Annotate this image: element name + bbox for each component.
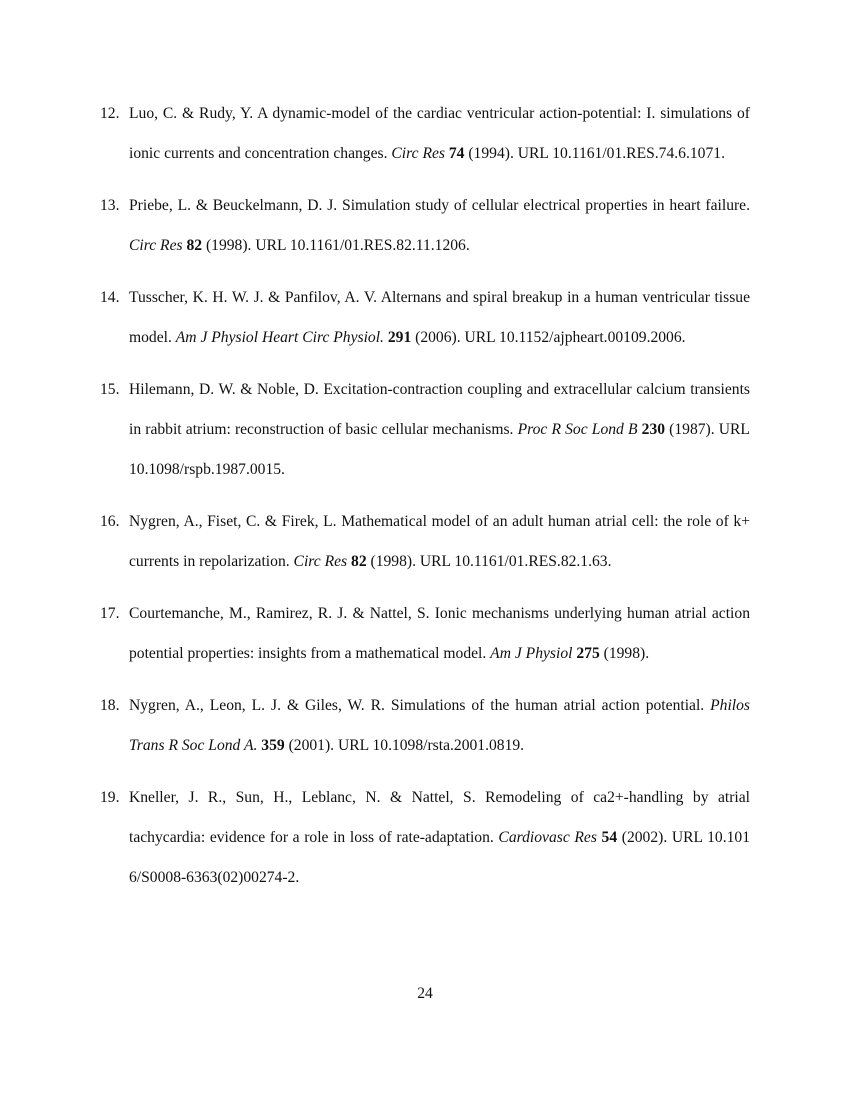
reference-url: 10.1152/ajpheart.00109.2006 bbox=[499, 329, 682, 346]
reference-url: 10.1161/01.RES.74.6.1071 bbox=[552, 145, 722, 162]
reference-end: . bbox=[681, 329, 686, 346]
reference-journal: Circ Res bbox=[293, 553, 348, 570]
reference-year: (2002). URL bbox=[617, 829, 708, 846]
reference-item bbox=[100, 370, 750, 490]
reference-text: Kneller, J. R., Sun, H., Leblanc, N. & Nattel, S. Remodeling of ca2+-handling by atrial tachycardia: evidence for a role in loss of rate-adaptation. bbox=[129, 789, 750, 846]
reference-journal: Philos Trans R Soc Lond A. bbox=[129, 697, 750, 754]
reference-text: Nygren, A., Fiset, C. & Firek, L. Mathematical model of an adult human atrial cell: the role of k+ currents in repolarization. bbox=[129, 513, 750, 570]
reference-end: . bbox=[607, 553, 612, 570]
reference-journal: Circ Res bbox=[129, 237, 183, 254]
reference-journal: Cardiovasc Res bbox=[498, 829, 597, 846]
reference-number: 16. bbox=[100, 513, 120, 530]
page-number: 24 bbox=[417, 985, 433, 1002]
reference-year: (2001). URL bbox=[284, 737, 373, 754]
reference-year: (1994). URL bbox=[464, 145, 553, 162]
reference-year: (1998). URL bbox=[366, 553, 455, 570]
reference-volume: 74 bbox=[448, 145, 465, 162]
reference-text: Luo, C. & Rudy, Y. A dynamic-model of the cardiac ventricular action-potential: I. simulations of ionic currents and concentration changes. bbox=[129, 105, 750, 162]
reference-year: (1998). bbox=[599, 645, 650, 662]
reference-year: (1987). URL bbox=[665, 421, 750, 438]
reference-text: Courtemanche, M., Ramirez, R. J. & Nattel, S. Ionic mechanisms underlying human atrial action potential properties: insights from a mathematical model. bbox=[129, 605, 750, 662]
reference-text: Nygren, A., Leon, L. J. & Giles, W. R. Simulations of the human atrial action potential. bbox=[129, 697, 711, 714]
reference-journal: Proc R Soc Lond B bbox=[517, 421, 638, 438]
reference-number: 18. bbox=[100, 697, 120, 714]
reference-number: 17. bbox=[100, 605, 120, 622]
reference-number: 14. bbox=[100, 289, 120, 306]
reference-item bbox=[100, 778, 750, 898]
reference-journal: Am J Physiol Heart Circ Physiol. bbox=[175, 329, 384, 346]
reference-end: . bbox=[721, 145, 725, 162]
reference-end: . bbox=[281, 461, 285, 478]
reference-number: 19. bbox=[100, 789, 120, 806]
reference-end: . bbox=[465, 237, 470, 254]
reference-volume: 291 bbox=[387, 329, 412, 346]
reference-number: 12. bbox=[100, 105, 120, 122]
reference-text: Priebe, L. & Beuckelmann, D. J. Simulation study of cellular electrical properties in heart failure. bbox=[129, 197, 750, 214]
reference-number: 13. bbox=[100, 197, 120, 214]
reference-list bbox=[100, 94, 750, 910]
reference-url: 10.1161/01.RES.82.11.1206 bbox=[289, 237, 466, 254]
reference-volume: 82 bbox=[351, 553, 367, 570]
reference-end: . bbox=[520, 737, 525, 754]
reference-end: . bbox=[295, 869, 300, 886]
reference-item bbox=[100, 94, 750, 174]
reference-url: 10.1016/S0008-6363(02)00274-2 bbox=[129, 829, 750, 886]
reference-item bbox=[100, 278, 750, 358]
reference-volume: 54 bbox=[601, 829, 618, 846]
reference-volume: 275 bbox=[576, 645, 600, 662]
reference-url: 10.1098/rspb.1987.0015 bbox=[129, 461, 282, 478]
reference-volume: 82 bbox=[186, 237, 203, 254]
reference-volume: 359 bbox=[261, 737, 285, 754]
reference-url: 10.1161/01.RES.82.1.63 bbox=[454, 553, 608, 570]
reference-text: Tusscher, K. H. W. J. & Panfilov, A. V. Alternans and spiral breakup in a human ventricular tissue model. bbox=[129, 289, 750, 346]
reference-item bbox=[100, 186, 750, 266]
reference-url: 10.1098/rsta.2001.0819 bbox=[372, 737, 521, 754]
reference-item bbox=[100, 686, 750, 766]
reference-journal: Am J Physiol bbox=[490, 645, 573, 662]
reference-journal: Circ Res bbox=[391, 145, 445, 162]
reference-number: 15. bbox=[100, 381, 120, 398]
reference-volume: 230 bbox=[641, 421, 666, 438]
reference-item bbox=[100, 502, 750, 582]
reference-item bbox=[100, 594, 750, 674]
reference-year: (2006). URL bbox=[411, 329, 500, 346]
reference-text: Hilemann, D. W. & Noble, D. Excitation-contraction coupling and extracellular calcium transients in rabbit atrium: reconstruction of basic cellular mechanisms. bbox=[129, 381, 750, 438]
reference-year: (1998). URL bbox=[202, 237, 290, 254]
